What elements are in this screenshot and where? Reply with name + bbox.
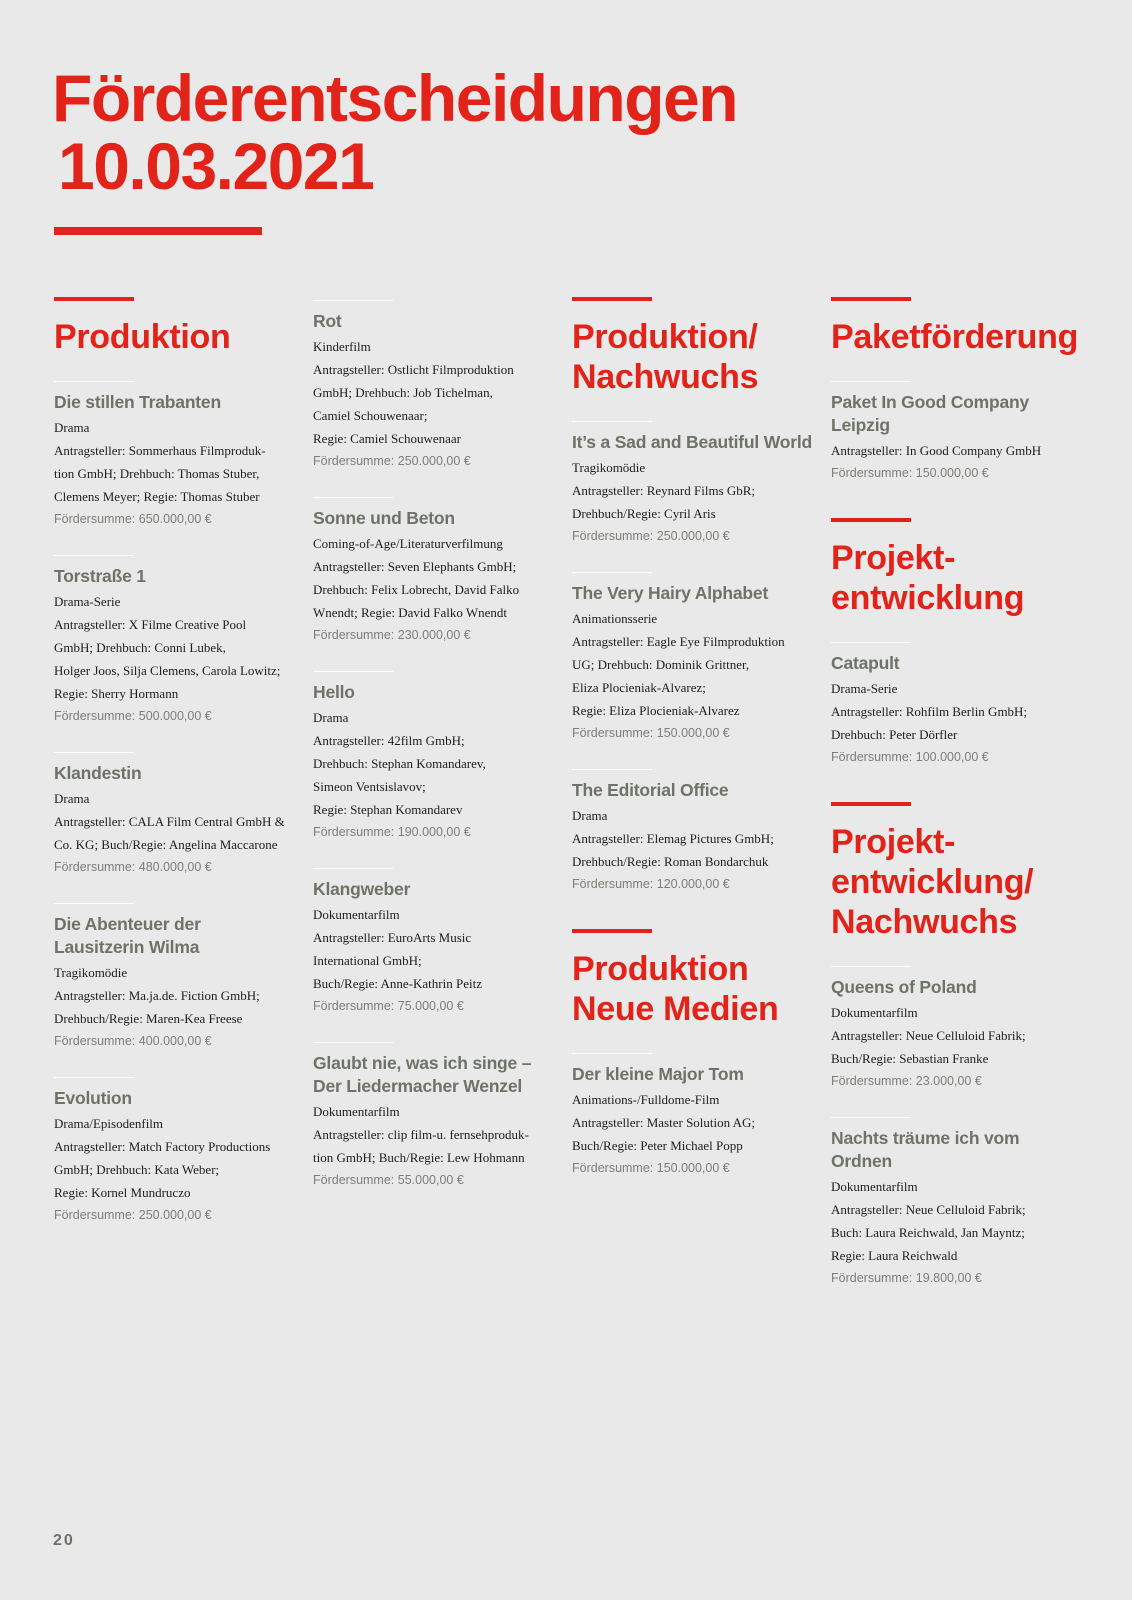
entry: [54, 742, 294, 879]
entry-title: Paket In Good Company Leipzig: [831, 392, 1030, 435]
column-2: [313, 300, 553, 1206]
entry: [572, 411, 812, 548]
entry-title: Torstraße 1: [54, 566, 146, 586]
entry-rule: [313, 868, 393, 869]
section-rule: [831, 297, 911, 301]
entry-applicant: Antragsteller: Eagle Eye Filmproduktion UG; Drehbuch: Dominik Grittner, Eliza Plocieniak-Alvarez; Regie: Eliza Plocieniak-Alvarez: [572, 634, 785, 718]
entry-title: Klandestin: [54, 763, 142, 783]
entry: [572, 562, 812, 745]
entry-rule: [572, 1053, 652, 1054]
entry-genre: Dokumentarfilm: [831, 1005, 918, 1020]
entry-applicant: Antragsteller: Sommerhaus Filmproduk- tion GmbH; Drehbuch: Thomas Stuber, Clemens Meyer; Regie: Thomas Stuber: [54, 443, 266, 504]
entry-rule: [572, 421, 652, 422]
entry-rule: [831, 642, 911, 643]
entry: [313, 1032, 553, 1192]
entry-applicant: Antragsteller: Master Solution AG; Buch/Regie: Peter Michael Popp: [572, 1115, 756, 1153]
entry: [54, 1067, 294, 1227]
entry-title: It’s a Sad and Beautiful World: [572, 432, 812, 452]
entry: [54, 371, 294, 531]
entry-amount: Fördersumme: 150.000,00 €: [572, 726, 730, 740]
entry-applicant: Antragsteller: In Good Company GmbH: [831, 443, 1042, 458]
entry-title: The Very Hairy Alphabet: [572, 583, 769, 603]
entry-genre: Animations-/Fulldome-Film: [572, 1092, 720, 1107]
entry-amount: Fördersumme: 75.000,00 €: [313, 999, 464, 1013]
section-title: Paketförderung: [831, 318, 1079, 356]
entry-rule: [831, 966, 911, 967]
title-rule: [54, 227, 262, 235]
section-title: Projekt- entwicklung: [831, 539, 1025, 617]
entry-genre: Drama/Episodenfilm: [54, 1116, 164, 1131]
page-number: 20: [53, 1532, 75, 1549]
entry-amount: Fördersumme: 230.000,00 €: [313, 628, 471, 642]
entry-amount: Fördersumme: 150.000,00 €: [572, 1161, 730, 1175]
entry: [572, 759, 812, 896]
entry-amount: Fördersumme: 55.000,00 €: [313, 1173, 464, 1187]
section-rule: [831, 518, 911, 522]
column-1: [54, 297, 294, 1260]
entry-title: Evolution: [54, 1088, 132, 1108]
entry-amount: Fördersumme: 23.000,00 €: [831, 1074, 982, 1088]
entry-title: Nachts träume ich vom Ordnen: [831, 1128, 1020, 1171]
entry-genre: Drama: [572, 808, 608, 823]
entry-title: Catapult: [831, 653, 900, 673]
entry: [313, 487, 553, 647]
section-rule: [54, 297, 134, 301]
entry-title: Die Abenteuer der Lausitzerin Wilma: [54, 914, 201, 957]
entry-title: Klangweber: [313, 879, 411, 899]
section-title: Projekt- entwicklung/ Nachwuchs: [831, 823, 1034, 941]
section-projektentwicklung: [831, 518, 1071, 769]
entry-title: Die stillen Trabanten: [54, 392, 221, 412]
section-rule: [831, 802, 911, 806]
entry: [54, 893, 294, 1053]
entry-genre: Tragikomödie: [572, 460, 646, 475]
entry: [313, 300, 553, 473]
entry-amount: Fördersumme: 100.000,00 €: [831, 750, 989, 764]
entry: [831, 1107, 1071, 1290]
entry-title: Hello: [313, 682, 355, 702]
entry-applicant: Antragsteller: Rohfilm Berlin GmbH; Drehbuch: Peter Dörfler: [831, 704, 1028, 742]
entry-title: Sonne und Beton: [313, 508, 455, 528]
entry-genre: Animationsserie: [572, 611, 658, 626]
entry-applicant: Antragsteller: CALA Film Central GmbH & Co. KG; Buch/Regie: Angelina Maccarone: [54, 814, 285, 852]
entry-genre: Coming-of-Age/Literaturverfilmung: [313, 536, 503, 551]
entry-genre: Drama: [54, 791, 90, 806]
entry: [313, 661, 553, 844]
entry-genre: Drama: [54, 420, 90, 435]
entry: [572, 1043, 812, 1180]
entry-applicant: Antragsteller: Neue Celluloid Fabrik; Buch/Regie: Sebastian Franke: [831, 1028, 1026, 1066]
entry-applicant: Antragsteller: Seven Elephants GmbH; Drehbuch: Felix Lobrecht, David Falko Wnendt; Regie: David Falko Wnendt: [313, 559, 520, 620]
entry-rule: [572, 769, 652, 770]
entry-rule: [54, 903, 134, 904]
entry: [54, 545, 294, 728]
section-produktion: [54, 297, 294, 1227]
entry-amount: Fördersumme: 19.800,00 €: [831, 1271, 982, 1285]
entry-applicant: Antragsteller: Match Factory Productions GmbH; Drehbuch: Kata Weber; Regie: Kornel Mundruczo: [54, 1139, 271, 1200]
entry-title: Glaubt nie, was ich singe – Der Liedermacher Wenzel: [313, 1053, 532, 1096]
entry-rule: [831, 381, 911, 382]
entry: [831, 371, 1071, 485]
entry: [831, 632, 1071, 769]
entry-rule: [54, 752, 134, 753]
section-rule: [572, 929, 652, 933]
entry-genre: Drama-Serie: [831, 681, 898, 696]
entry-amount: Fördersumme: 650.000,00 €: [54, 512, 212, 526]
entry-applicant: Antragsteller: Elemag Pictures GmbH; Drehbuch/Regie: Roman Bondarchuk: [572, 831, 774, 869]
entry-applicant: Antragsteller: Reynard Films GbR; Drehbuch/Regie: Cyril Aris: [572, 483, 756, 521]
entry: [831, 956, 1071, 1093]
section-produktion-nachwuchs: [572, 297, 812, 896]
entry-amount: Fördersumme: 190.000,00 €: [313, 825, 471, 839]
section-title: Produktion Neue Medien: [572, 950, 779, 1028]
entry-applicant: Antragsteller: Neue Celluloid Fabrik; Buch: Laura Reichwald, Jan Mayntz; Regie: Laura Reichwald: [831, 1202, 1026, 1263]
entry-rule: [313, 497, 393, 498]
entry-genre: Dokumentarfilm: [313, 907, 400, 922]
entry-genre: Dokumentarfilm: [831, 1179, 918, 1194]
entry-applicant: Antragsteller: clip film-u. fernsehproduk- tion GmbH; Buch/Regie: Lew Hohmann: [313, 1127, 529, 1165]
entry-amount: Fördersumme: 400.000,00 €: [54, 1034, 212, 1048]
section-rule: [572, 297, 652, 301]
section-neue-medien: [572, 929, 812, 1180]
section-title: Produktion: [54, 318, 231, 356]
entry-amount: Fördersumme: 480.000,00 €: [54, 860, 212, 874]
section-title: Produktion/ Nachwuchs: [572, 318, 759, 396]
entry-title: Queens of Poland: [831, 977, 977, 997]
entry-amount: Fördersumme: 250.000,00 €: [313, 454, 471, 468]
entry-applicant: Antragsteller: X Filme Creative Pool GmbH; Drehbuch: Conni Lubek, Holger Joos, Silja Clemens, Carola Lowitz; Regie: Sherry Hormann: [54, 617, 281, 701]
entry-applicant: Antragsteller: 42film GmbH; Drehbuch: Stephan Komandarev, Simeon Ventsislavov; Regie: Stephan Komandarev: [313, 733, 486, 817]
entry-genre: Drama: [313, 710, 349, 725]
column-3: [572, 297, 812, 1213]
entry-genre: Drama-Serie: [54, 594, 121, 609]
entry-rule: [572, 572, 652, 573]
page-title-line-2: 10.03.2021: [58, 129, 374, 203]
entry-rule: [54, 555, 134, 556]
section-paketfoerderung: [831, 297, 1079, 485]
entry-amount: Fördersumme: 500.000,00 €: [54, 709, 212, 723]
entry-rule: [313, 1042, 393, 1043]
entry-applicant: Antragsteller: EuroArts Music International GmbH; Buch/Regie: Anne-Kathrin Peitz: [313, 930, 482, 991]
entry-rule: [831, 1117, 911, 1118]
entry-rule: [54, 381, 134, 382]
entry-genre: Kinderfilm: [313, 339, 371, 354]
entry-amount: Fördersumme: 150.000,00 €: [831, 466, 989, 480]
entry-applicant: Antragsteller: Ma.ja.de. Fiction GmbH; Drehbuch/Regie: Maren-Kea Freese: [54, 988, 260, 1026]
page-title: [52, 61, 738, 203]
entry-rule: [313, 671, 393, 672]
entry: [313, 858, 553, 1018]
entry-title: Rot: [313, 311, 342, 331]
entry-applicant: Antragsteller: Ostlicht Filmproduktion GmbH; Drehbuch: Job Tichelman, Camiel Schouwenaar; Regie: Camiel Schouwenaar: [313, 362, 514, 446]
entry-rule: [313, 300, 393, 301]
entry-genre: Dokumentarfilm: [313, 1104, 400, 1119]
entry-amount: Fördersumme: 250.000,00 €: [572, 529, 730, 543]
entry-amount: Fördersumme: 120.000,00 €: [572, 877, 730, 891]
entry-amount: Fördersumme: 250.000,00 €: [54, 1208, 212, 1222]
entry-title: Der kleine Major Tom: [572, 1064, 744, 1084]
entry-title: The Editorial Office: [572, 780, 729, 800]
column-4: [831, 297, 1079, 1323]
page-title-line-1: Förderentscheidungen: [52, 61, 738, 135]
entry-genre: Tragikomödie: [54, 965, 128, 980]
entry-rule: [54, 1077, 134, 1078]
section-projektentwicklung-nachwuchs: [831, 802, 1071, 1290]
